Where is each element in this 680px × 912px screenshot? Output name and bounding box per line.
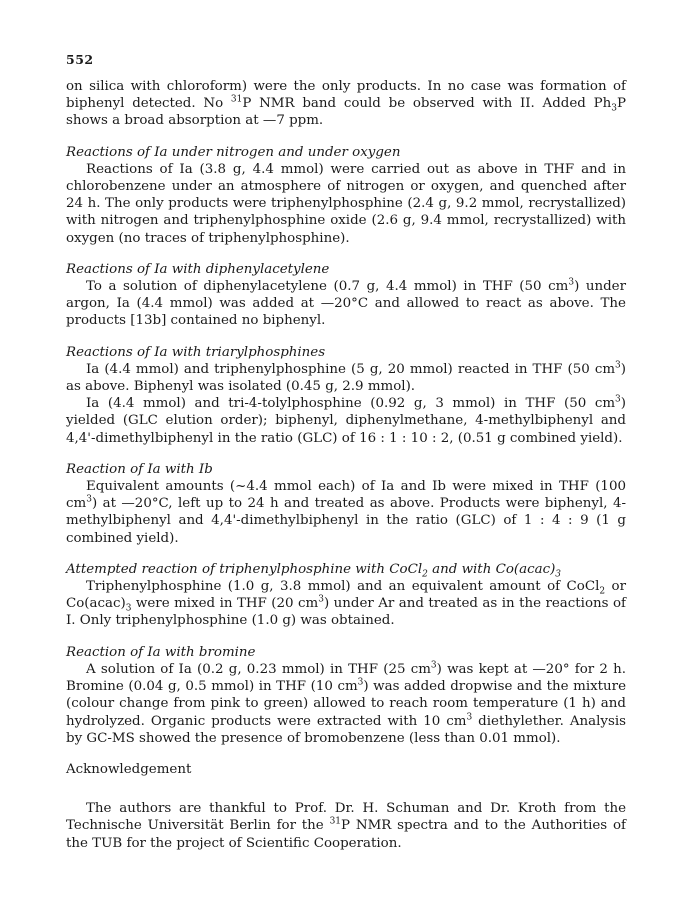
section-ia-with-ib: [66, 461, 626, 547]
section-paragraph: A solution of Ia (0.2 g, 0.23 mmol) in THF (25 $cm^3$) was kept at —20° for 2 h. Bromine (0.04 g, 0.5 mmol) in THF (10 $cm^3$) was added dropwise and the mixture (colour change from pink to green) allowed to reach room temperature (1 h) and hydrolyzed. Organic products were extracted with 10 $cm^3$ diethylether. Analysis by GC-MS showed the presence of bromobenzene (less than 0.01 mmol).: [66, 660, 627, 746]
section-heading: Reactions of Ia under nitrogen and under oxygen: [66, 144, 401, 160]
intro-sub-3: 3: [611, 103, 617, 114]
intro-paragraph: [66, 78, 626, 130]
section-heading: Reaction of Ia with bromine: [66, 644, 256, 660]
section-triarylphosphines: [66, 344, 626, 447]
section-nitrogen-oxygen: [66, 144, 626, 247]
section-heading: Reaction of Ia with Ib: [66, 461, 213, 477]
section-paragraph: Equivalent amounts (~4.4 mmol each) of Ia and Ib were mixed in THF (100 $cm^3$) at —20°C, left up to 24 h and treated as above. Products were biphenyl, 4-methylbiphenyl and 4,4'-dimethylbiphenyl in the ratio (GLC) of 1 : 4 : 9 (1 g combined yield).: [66, 479, 626, 546]
section-heading: Reactions of Ia with triarylphosphines: [66, 344, 326, 360]
section-bromine: [66, 644, 626, 747]
section-heading: Attempted reaction of triphenylphosphine with CoCl$_2$ and with $Co(acac)_3$: [66, 561, 562, 580]
section-diphenylacetylene: [66, 261, 626, 330]
intro-sup-31: 31: [230, 94, 243, 105]
section-acknowledgement: [66, 761, 626, 852]
intro-text-1: on silica with chloroform) were the only products. In no case was formation of biphenyl detected. No: [66, 79, 626, 112]
section-paragraph: Triphenylphosphine (1.0 g, 3.8 mmol) and an equivalent amount of CoCl$_2$ or $Co(acac)_3$ were mixed in THF (20 $cm^3$) under Ar and treated as in the reactions of I. Only triphenylphosphine (1.0 g) was obtained.: [66, 579, 626, 629]
section-paragraph: To a solution of diphenylacetylene (0.7 g, 4.4 mmol) in THF (50 $cm^3$) under argon, Ia (4.4 mmol) was added at —20°C and allowed to react as above. The products [13b] contained no biphenyl.: [66, 277, 626, 329]
section-paragraph: Ia (4.4 mmol) and tri-4-tolylphosphine (0.92 g, 3 mmol) in THF (50 $cm^3$) yielded (GLC elution order); biphenyl, diphenylmethane, 4-methylbiphenyl and 4,4'-dimethylbiphenyl in the ratio (GLC) of 16 : 1 : 10 : 2, (0.51 g combined yield).: [66, 394, 626, 446]
page-body: [66, 78, 626, 852]
section-paragraph: Reactions of Ia (3.8 g, 4.4 mmol) were carried out as above in THF and in chlorobenzene under an atmosphere of nitrogen or oxygen, and quenched after 24 h. The only products were triphenylphosphine (2.4 g, 9.2 mmol, recrystallized) with nitrogen and triphenylphosphine oxide (2.6 g, 9.4 mmol, recrystallized) with oxygen (no traces of triphenylphosphine).: [66, 161, 626, 246]
acknowledgement-paragraph: The authors are thankful to Prof. Dr. H. Schuman and Dr. Kroth from the Technische Universität Berlin for the $^{31}$P NMR spectra and to the Authorities of the TUB for the project of Scientific Cooperation.: [66, 801, 626, 851]
intro-text-3: P shows a broad absorption at —7 ppm.: [66, 96, 626, 129]
page-number: 552: [66, 52, 94, 67]
section-cocl2-coacac: [66, 561, 626, 630]
section-heading: Reactions of Ia with diphenylacetylene: [66, 261, 330, 277]
acknowledgement-heading: Acknowledgement: [66, 761, 192, 777]
intro-text-2: P NMR band could be observed with II. Added Ph: [242, 96, 612, 112]
section-paragraph: Ia (4.4 mmol) and triphenylphosphine (5 g, 20 mmol) reacted in THF (50 $cm^3$) as above. Biphenyl was isolated (0.45 g, 2.9 mmol).: [66, 360, 626, 395]
